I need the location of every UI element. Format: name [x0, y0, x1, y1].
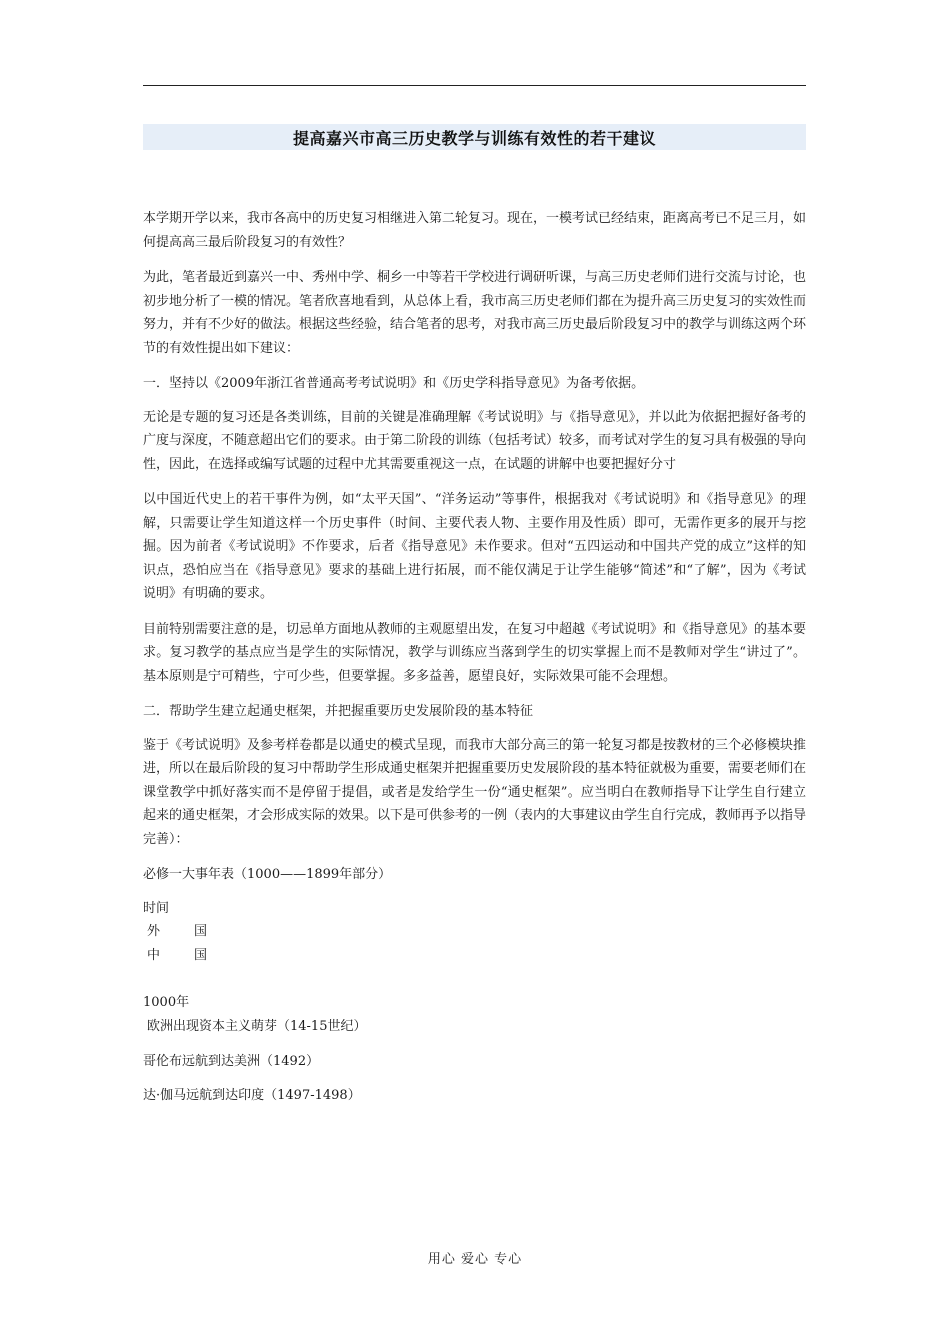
- table-event: 哥伦布远航到达美洲（1492）: [143, 1054, 320, 1069]
- paragraph-modern-history-example: 以中国近代史上的若干事件为例，如“太平天国”、“洋务运动”等事件，根据我对《考试说明》和《指导意见》的理解，只需要让学生知道这样一个历史事件（时间、主要代表人物、主要作用及性质）即可，无需作更多的展开与挖掘。因为前者《考试说明》不作要求，后者《指导意见》未作要求。但对“五四运动和中国共产党的成立”这样的知识点，恐怕应当在《指导意见》要求的基础上进行拓展，而不能仅满足于让学生能够“简述”和“了解”，因为《考试说明》有明确的要求。: [143, 492, 806, 601]
- title-banner: [143, 124, 806, 150]
- table-header-time: 时间: [143, 900, 170, 916]
- table-event: 达·伽马远航到达印度（1497-1498）: [143, 1087, 361, 1103]
- paragraph-framework: 鉴于《考试说明》及参考样卷都是以通史的模式呈现，而我市大部分高三的第一轮复习都是按教材的三个必修模块推进，所以在最后阶段的复习中帮助学生形成通史框架并把握重要历史发展阶段的基本特征就极为重要，需要老师们在课堂教学中抓好落实而不是停留于提倡，或者是发给学生一份“通史框架”。应当明白在教师指导下让学生自行建立起来的通史框架，才会形成实际的效果。以下是可供参考的一例（表内的大事建议由学生自行完成，教师再予以指导完善）：: [143, 737, 807, 847]
- table-header-china: [143, 944, 806, 968]
- timeline-entries: [143, 991, 806, 1038]
- table-year: 1000年: [143, 995, 190, 1010]
- paragraph-intro: 本学期开学以来，我市各高中的历史复习相继进入第二轮复习。现在，一模考试已经结束，距离高考已不足三月，如何提高高三最后阶段复习的有效性？: [143, 211, 807, 250]
- paragraph-exam-guidance: 无论是专题的复习还是各类训练，目前的关键是准确理解《考试说明》与《指导意见》，并以此为依据把握好备考的广度与深度，不随意超出它们的要求。由于第二阶段的训练（包括考试）较多，而考试对学生的复习具有极强的导向性，因此，在选择或编写试题的过程中尤其需要重视这一点，在试题的讲解中也要把握好分寸: [143, 409, 807, 472]
- page-footer: 用心 爱心 专心: [427, 1252, 523, 1267]
- document-title: 提高嘉兴市高三历史教学与训练有效性的若干建议: [292, 128, 656, 148]
- paragraph-research: 为此，笔者最近到嘉兴一中、秀州中学、桐乡一中等若干学校进行调研听课，与高三历史老师们进行交流与讨论，也初步地分析了一模的情况。笔者欣喜地看到，从总体上看，我市高三历史老师们都在为提升高三历史复习的实效性而努力，并有不少好的做法。根据这些经验，结合笔者的思考，对我市高三历史最后阶段复习中的教学与训练这两个环节的有效性提出如下建议：: [143, 270, 807, 356]
- table-event: 欧洲出现资本主义萌芽（14-15世纪）: [147, 1018, 367, 1034]
- table-header-china-char1: 中: [147, 947, 161, 963]
- table-header-foreign: [143, 920, 806, 944]
- section-heading-2: 二．帮助学生建立起通史框架，并把握重要历史发展阶段的基本特征: [143, 704, 534, 719]
- header-rule: [143, 85, 806, 86]
- table-header-foreign-char2: 国: [194, 924, 208, 939]
- timeline-table: [143, 897, 806, 968]
- table-caption: 必修一大事年表（1000——1899年部分）: [143, 867, 392, 882]
- document-body: [143, 207, 806, 1117]
- section-heading-1: 一．坚持以《2009年浙江省普通高考考试说明》和《历史学科指导意见》为备考依据。: [143, 376, 645, 391]
- table-header-china-char2: 国: [194, 947, 208, 963]
- table-header-foreign-char1: 外: [147, 924, 161, 939]
- paragraph-caution: 目前特别需要注意的是，切忌单方面地从教师的主观愿望出发，在复习中超越《考试说明》和《指导意见》的基本要求。复习教学的基点应当是学生的实际情况，教学与训练应当落到学生的切实掌握上而不是教师对学生“讲过了”。基本原则是宁可精些，宁可少些，但要掌握。多多益善，愿望良好，实际效果可能不会理想。: [143, 621, 807, 684]
